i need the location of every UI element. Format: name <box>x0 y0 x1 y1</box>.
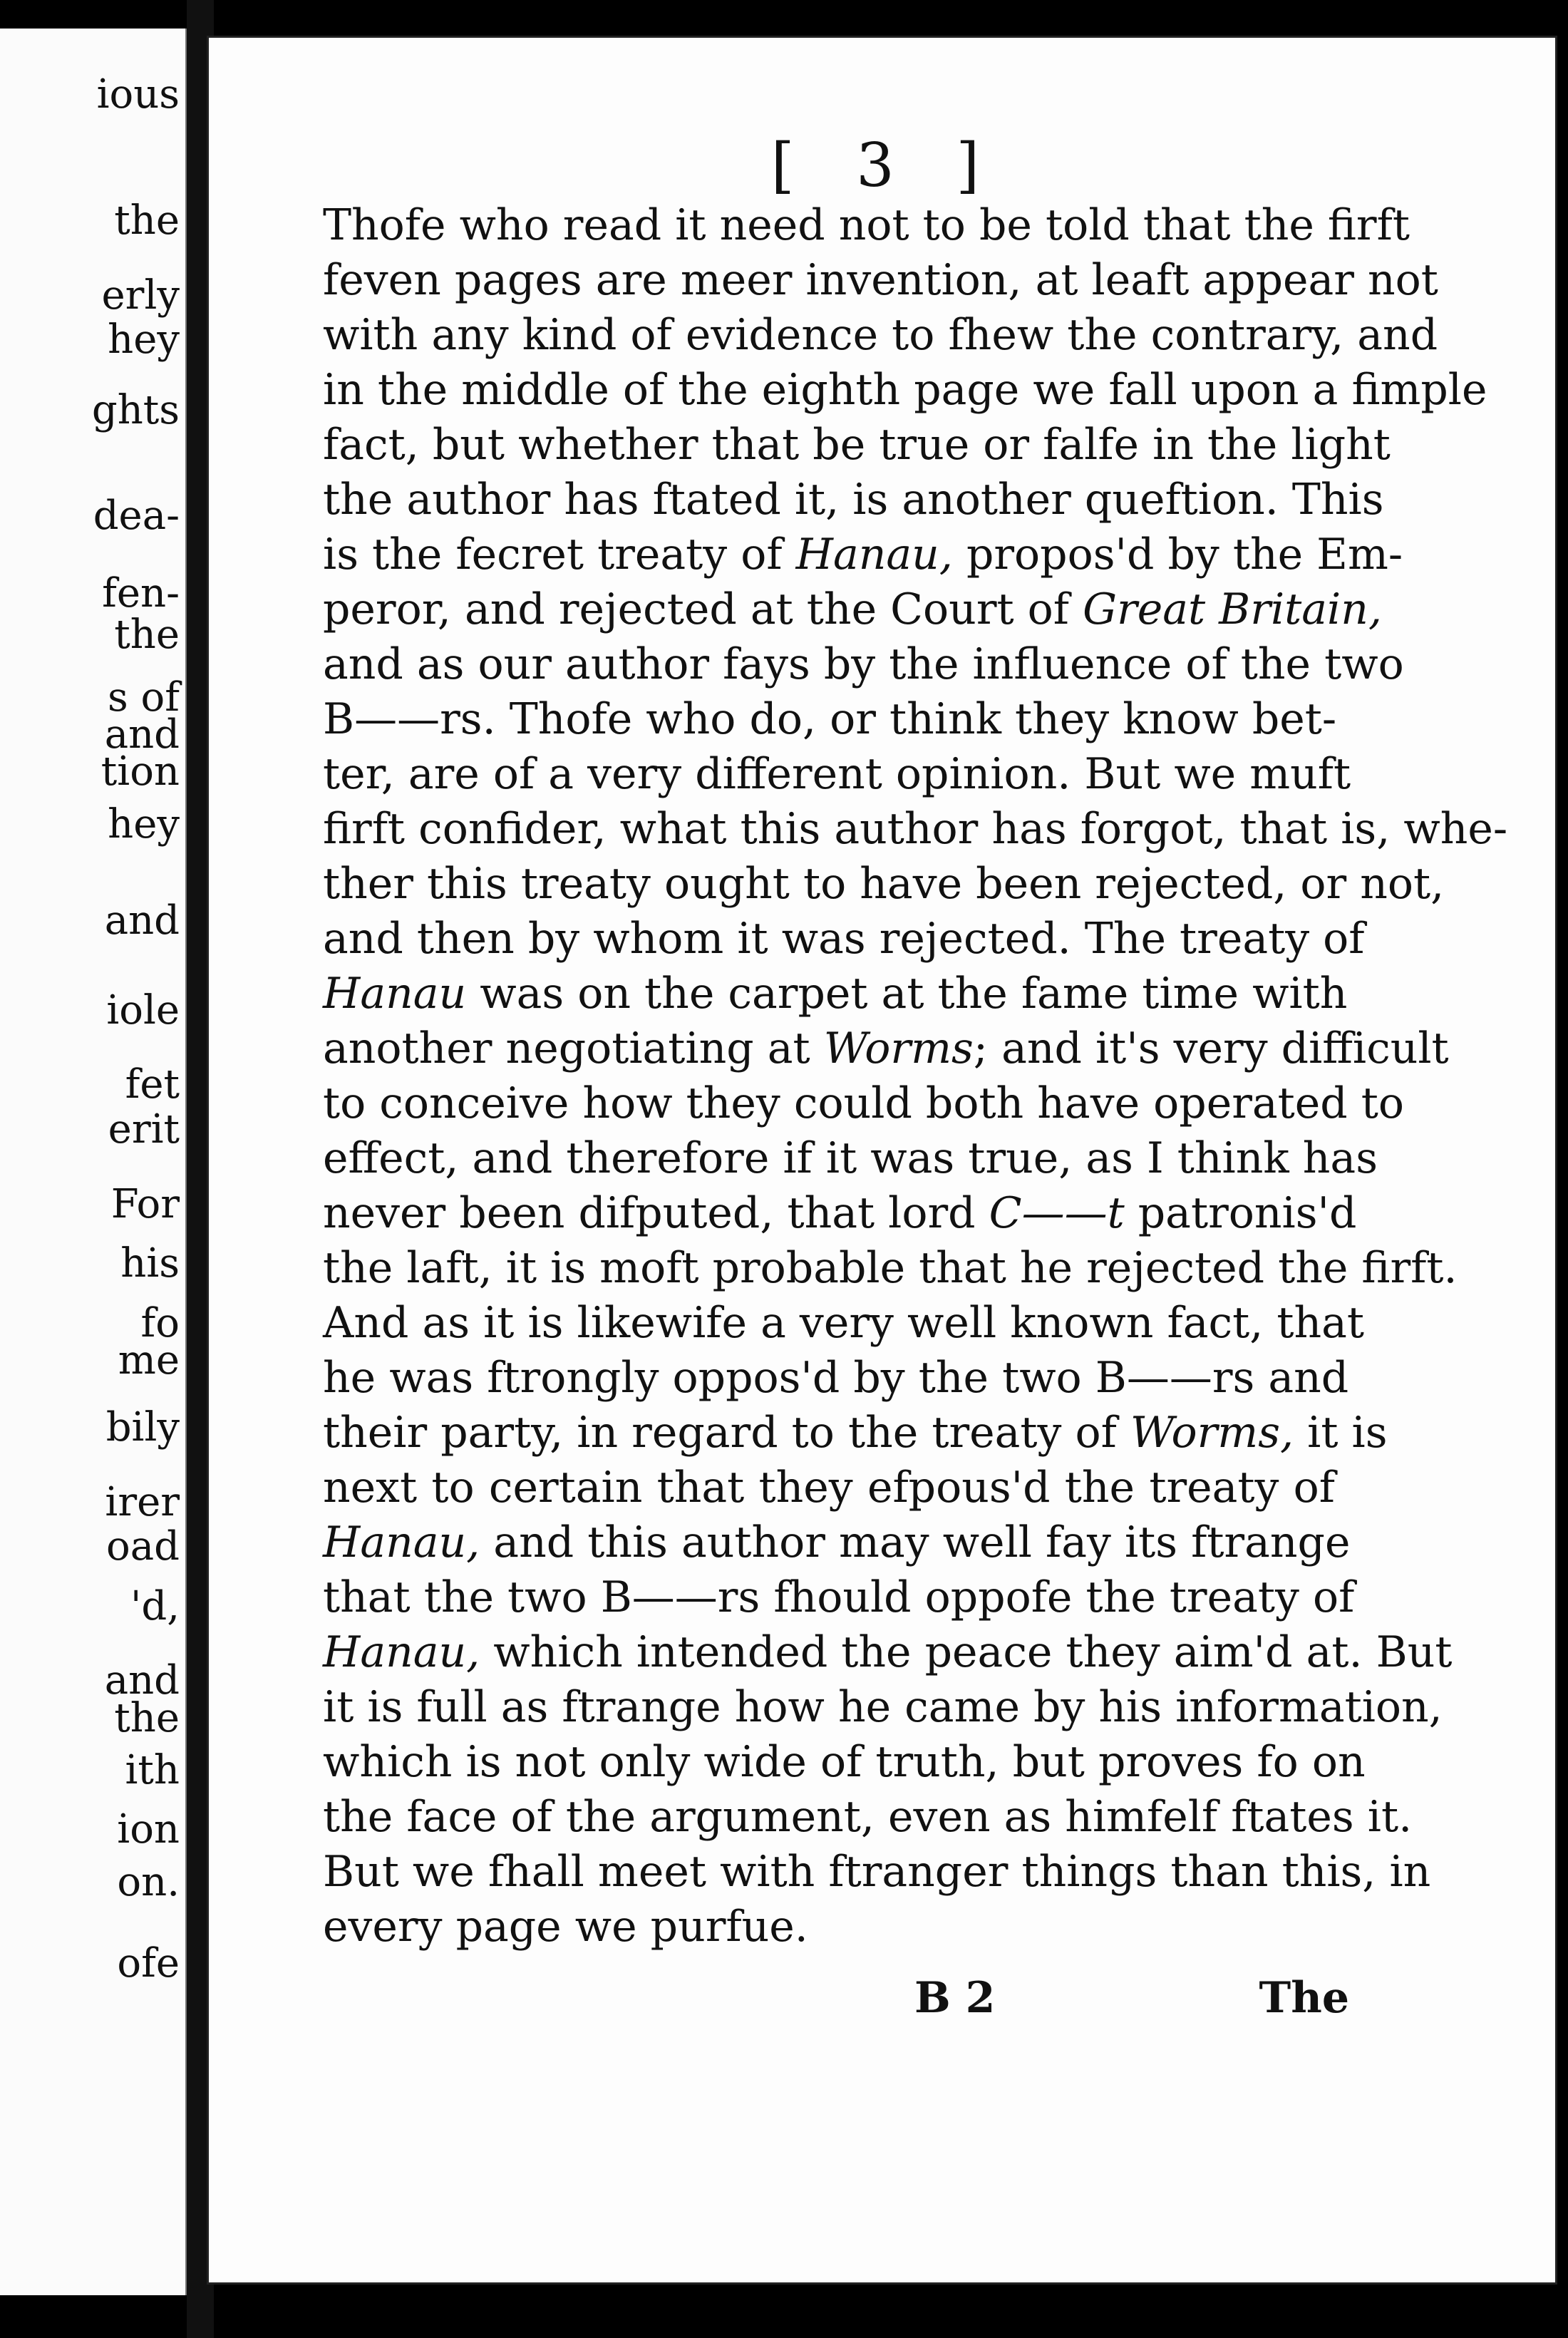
text-line <box>323 1790 1413 1845</box>
text-segment: the author has ftated it, is another queftion. This <box>323 475 1384 525</box>
text-segment: next to certain that they efpous'd the treaty of <box>323 1463 1335 1513</box>
facing-page-fragment: dea- <box>93 492 180 539</box>
facing-page-fragment: ith <box>125 1746 180 1793</box>
text-line <box>323 1186 1357 1241</box>
text-line <box>323 1241 1458 1296</box>
facing-page-fragment: fet <box>125 1061 180 1108</box>
facing-page-fragment: the <box>114 612 180 659</box>
facing-page-fragment: ghts <box>91 386 180 433</box>
text-segment: feven pages are meer invention, at leaft appear not <box>323 255 1438 305</box>
facing-page-left <box>0 29 187 2295</box>
text-line <box>323 1021 1449 1076</box>
facing-page-fragment: me <box>118 1337 180 1384</box>
facing-page-fragment: and <box>104 897 180 944</box>
text-line <box>323 1680 1443 1735</box>
text-line <box>323 1131 1378 1186</box>
text-segment: which intended the peace they aim'd at. But <box>480 1627 1453 1677</box>
italic-text: C——t <box>989 1188 1125 1238</box>
text-segment: with any kind of evidence to fhew the contrary, and <box>323 310 1438 360</box>
text-segment: he was ftrongly oppos'd by the two B——rs and <box>323 1353 1349 1403</box>
facing-page-fragment: s of <box>108 674 180 721</box>
text-segment: And as it is likewife a very well known fact, that <box>323 1298 1364 1348</box>
text-segment: fact, but whether that be true or falfe in the light <box>323 420 1391 470</box>
facing-page-fragment: his <box>120 1240 180 1287</box>
text-segment: Thofe who read it need not to be told that the firft <box>323 200 1410 250</box>
text-line <box>323 1900 1335 1955</box>
text-line <box>323 1735 1366 1790</box>
facing-page-fragment: erly <box>101 272 180 319</box>
text-line <box>323 802 1508 857</box>
facing-page-fragment: the <box>114 1694 180 1741</box>
text-line <box>323 1296 1364 1351</box>
text-segment: it is <box>1294 1408 1388 1458</box>
facing-page-fragment: iole <box>106 987 180 1034</box>
facing-page-fragment: hey <box>108 800 180 848</box>
text-segment: effect, and therefore if it was true, as I think has <box>323 1133 1378 1183</box>
text-line <box>323 747 1351 802</box>
text-line <box>323 1461 1335 1515</box>
text-segment: never been difputed, that lord <box>323 1188 989 1238</box>
italic-text: Hanau, <box>323 1627 480 1677</box>
text-line <box>323 1625 1453 1680</box>
facing-page-fragment: ious <box>96 71 180 118</box>
facing-page-fragment: on. <box>117 1858 180 1905</box>
text-line <box>323 582 1382 637</box>
text-segment: that the two B——rs fhould oppofe the treaty of <box>323 1572 1355 1622</box>
facing-page-fragment: oad <box>106 1523 180 1570</box>
facing-page-fragment: ion <box>117 1806 180 1853</box>
text-line <box>323 637 1404 692</box>
italic-text: Hanau, <box>795 530 953 580</box>
facing-page-fragment: fo <box>140 1299 180 1346</box>
catchword: The <box>1259 1973 1349 2023</box>
text-segment: which is not only wide of truth, but proves fo on <box>323 1737 1366 1787</box>
text-segment: another negotiating at <box>323 1024 824 1073</box>
text-segment: propos'd by the Em- <box>952 530 1403 580</box>
text-line <box>323 1845 1431 1900</box>
text-line <box>323 253 1438 308</box>
text-line <box>323 692 1335 747</box>
text-segment: and as our author fays by the influence of the two <box>323 639 1404 689</box>
text-line <box>323 1515 1351 1570</box>
text-line <box>323 527 1403 582</box>
text-line <box>323 198 1410 253</box>
facing-page-fragment: ofe <box>117 1940 180 1987</box>
facing-page-fragment: fen- <box>102 570 180 617</box>
text-segment: and then by whom it was rejected. The treaty of <box>323 914 1365 964</box>
text-segment: to conceive how they could both have operated to <box>323 1078 1404 1128</box>
text-line <box>323 1076 1404 1131</box>
text-segment: was on the carpet at the fame time with <box>466 969 1348 1019</box>
italic-text: Worms <box>823 1024 974 1073</box>
text-segment: is the fecret treaty of <box>323 530 796 580</box>
text-line <box>323 1406 1388 1461</box>
signature-mark: B 2 <box>914 1973 996 2023</box>
book-page <box>207 36 1557 2285</box>
text-segment: patronis'd <box>1124 1188 1357 1238</box>
facing-page-text-fragments <box>1 29 180 2295</box>
text-segment: ter, are of a very different opinion. But we muft <box>323 749 1351 799</box>
facing-page-fragment: hey <box>108 316 180 364</box>
text-line <box>323 857 1445 912</box>
text-line <box>323 1351 1349 1406</box>
facing-page-fragment: For <box>110 1180 180 1227</box>
text-line <box>323 308 1438 363</box>
page-body-text <box>323 198 1508 1955</box>
text-segment: firft confider, what this author has forgot, that is, whe- <box>323 804 1508 854</box>
text-segment: peror, and rejected at the Court of <box>323 584 1083 634</box>
facing-page-fragment: and <box>104 1657 180 1704</box>
facing-page-fragment: and <box>104 711 180 758</box>
text-segment: it is full as ftrange how he came by his information, <box>323 1682 1443 1732</box>
text-segment: ; and it's very difficult <box>973 1024 1449 1073</box>
italic-text: Worms, <box>1130 1408 1294 1458</box>
text-line <box>323 473 1384 527</box>
facing-page-fragment: 'd, <box>130 1582 180 1629</box>
page-footer <box>323 1973 1349 2030</box>
text-line <box>323 912 1365 967</box>
text-segment: in the middle of the eighth page we fall upon a fimple <box>323 365 1487 415</box>
text-line <box>323 967 1348 1021</box>
text-segment: ther this treaty ought to have been rejected, or not, <box>323 859 1445 909</box>
facing-page-fragment: tion <box>100 748 180 795</box>
italic-text: Great Britain, <box>1083 584 1382 634</box>
text-segment: the laft, it is moft probable that he rejected the firft. <box>323 1243 1458 1293</box>
text-line <box>323 363 1487 418</box>
text-segment: B——rs. Thofe who do, or think they know bet- <box>323 694 1337 744</box>
page-number: [ 3 ] <box>770 130 1001 200</box>
facing-page-fragment: bily <box>105 1404 180 1451</box>
text-segment: But we fhall meet with ftranger things than this, in <box>323 1847 1431 1897</box>
italic-text: Hanau <box>323 969 467 1019</box>
text-segment: their party, in regard to the treaty of <box>323 1408 1130 1458</box>
text-line <box>323 418 1391 473</box>
text-segment: the face of the argument, even as himfelf ftates it. <box>323 1792 1413 1842</box>
text-line <box>323 1570 1355 1625</box>
italic-text: Hanau, <box>323 1518 480 1567</box>
text-segment: and this author may well fay its ftrange <box>480 1518 1351 1567</box>
facing-page-fragment: irer <box>105 1478 180 1525</box>
text-segment: every page we purfue. <box>323 1902 808 1952</box>
facing-page-fragment: erit <box>108 1106 180 1153</box>
facing-page-fragment: the <box>114 197 180 244</box>
